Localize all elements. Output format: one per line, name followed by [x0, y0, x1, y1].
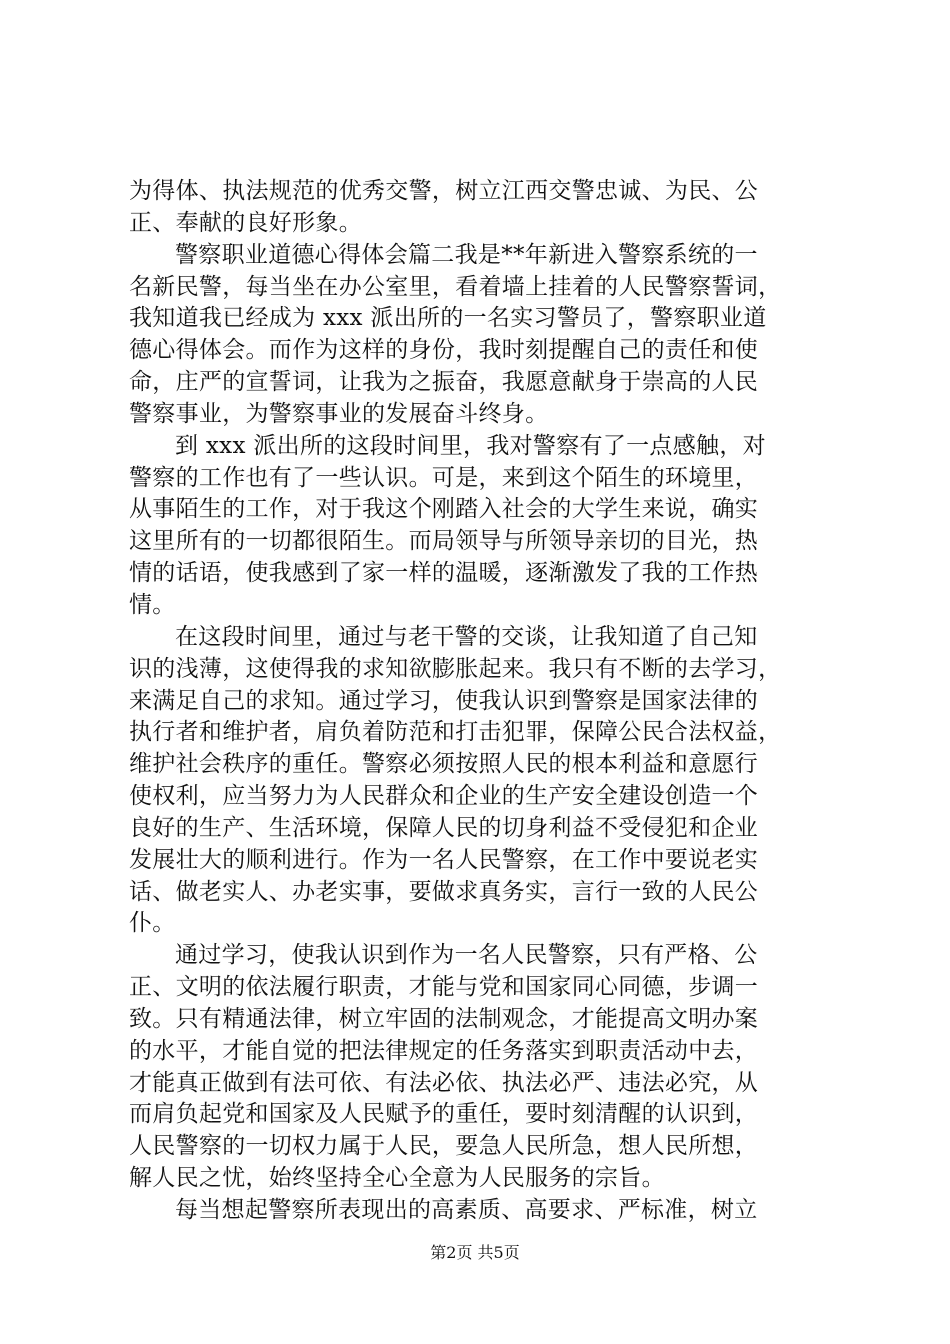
page-footer: [0, 1243, 950, 1263]
text-line: 从事陌生的工作，对于我这个刚踏入社会的大学生来说，确实: [129, 496, 759, 523]
text-line: 警察的工作也有了一些认识。可是，来到这个陌生的环境里，: [129, 464, 759, 491]
text-line: 才能真正做到有法可依、有法必依、执法必严、违法必究，从: [129, 1069, 759, 1096]
text-line: 人民警察的一切权力属于人民，要急人民所急，想人民所想，: [129, 1133, 759, 1160]
text-line: 警察事业，为警察事业的发展奋斗终身。: [129, 400, 549, 427]
page-number-indicator: 第2页 共5页: [430, 1243, 520, 1262]
text-line: 发展壮大的顺利进行。作为一名人民警察，在工作中要说老实: [129, 846, 759, 873]
text-line: 名新民警，每当坐在办公室里，看着墙上挂着的人民警察誓词，: [129, 273, 782, 300]
text-line: 为得体、执法规范的优秀交警，树立江西交警忠诚、为民、公: [129, 178, 759, 204]
text-line: 命，庄严的宣誓词，让我为之振奋，我愿意献身于崇高的人民: [129, 369, 759, 396]
document-body: [129, 176, 829, 1227]
text-line: 良好的生产、生活环境，保障人民的切身利益不受侵犯和企业: [129, 814, 759, 841]
text-line: 这里所有的一切都很陌生。而局领导与所领导亲切的目光，热: [129, 528, 759, 555]
text-line: 到 xxx 派出所的这段时间里，我对警察有了一点感触，对: [175, 432, 766, 459]
text-line: 警察职业道德心得体会篇二我是**年新进入警察系统的一: [175, 241, 758, 268]
text-line: 通过学习，使我认识到作为一名人民警察，只有严格、公: [175, 942, 758, 969]
text-line: 在这段时间里，通过与老干警的交谈，让我知道了自己知: [175, 623, 758, 650]
text-line: 使权利，应当努力为人民群众和企业的生产安全建设创造一个: [129, 783, 759, 810]
text-line: 正、奉献的良好形象。: [129, 209, 362, 236]
text-line: 情。: [129, 591, 176, 618]
text-line: 情的话语，使我感到了家一样的温暖，逐渐激发了我的工作热: [129, 560, 759, 587]
text-line: 话、做老实人、办老实事，要做求真务实，言行一致的人民公: [129, 878, 759, 905]
text-line: 来满足自己的求知。通过学习，使我认识到警察是国家法律的: [129, 687, 759, 714]
text-line: 执行者和维护者，肩负着防范和打击犯罪，保障公民合法权益，: [129, 719, 782, 746]
text-line: 每当想起警察所表现出的高素质、高要求、严标准，树立: [175, 1197, 758, 1223]
text-line: 德心得体会。而作为这样的身份，我时刻提醒自己的责任和使: [129, 337, 759, 364]
text-line: 仆。: [129, 910, 176, 937]
text-line: 致。只有精通法律，树立牢固的法制观念，才能提高文明办案: [129, 1005, 759, 1032]
text-line: 正、文明的依法履行职责，才能与党和国家同心同德，步调一: [129, 974, 759, 1001]
text-line: 我知道我已经成为 xxx 派出所的一名实习警员了，警察职业道: [129, 305, 767, 332]
text-line: 识的浅薄，这使得我的求知欲膨胀起来。我只有不断的去学习，: [129, 655, 782, 682]
text-line: 维护社会秩序的重任。警察必须按照人民的根本利益和意愿行: [129, 751, 759, 778]
text-line: 而肩负起党和国家及人民赋予的重任，要时刻清醒的认识到，: [129, 1101, 759, 1128]
text-line: 的水平，才能自觉的把法律规定的任务落实到职责活动中去，: [129, 1037, 759, 1064]
text-line: 解人民之忧，始终坚持全心全意为人民服务的宗旨。: [129, 1165, 665, 1192]
